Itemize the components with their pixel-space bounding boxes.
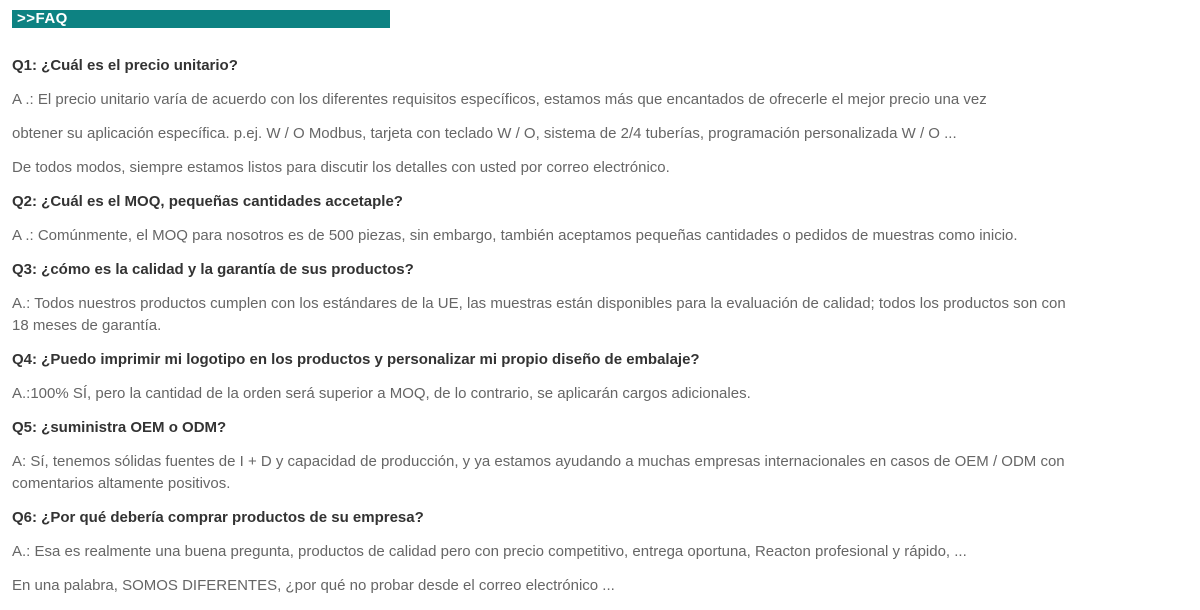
faq-question: Q3: ¿cómo es la calidad y la garantía de sus productos? <box>12 261 414 278</box>
faq-answer-line: comentarios altamente positivos. <box>12 475 231 492</box>
faq-answer-line: En una palabra, SOMOS DIFERENTES, ¿por qué no probar desde el correo electrónico ... <box>12 577 615 594</box>
faq-answer-line: A.:100% SÍ, pero la cantidad de la orden será superior a MOQ, de lo contrario, se aplicarán cargos adicionales. <box>12 385 751 402</box>
faq-answer-line: A.: Todos nuestros productos cumplen con los estándares de la UE, las muestras están disponibles para la evaluación de calidad; todos los productos son con <box>12 295 1066 312</box>
faq-question: Q6: ¿Por qué debería comprar productos de su empresa? <box>12 509 424 526</box>
faq-answer-line: obtener su aplicación específica. p.ej. W / O Modbus, tarjeta con teclado W / O, sistema de 2/4 tuberías, programación personalizada W / O ... <box>12 125 957 142</box>
faq-answer <box>12 293 1066 337</box>
faq-answer <box>12 575 1055 597</box>
faq-answer <box>12 383 1055 405</box>
faq-answer-line: A .: Comúnmente, el MOQ para nosotros es de 500 piezas, sin embargo, también aceptamos pequeñas cantidades o pedidos de muestras como inicio. <box>12 227 1018 244</box>
faq-answer <box>12 451 1065 495</box>
faq-section-header-bar <box>12 10 390 28</box>
faq-answer-line: A.: Esa es realmente una buena pregunta, productos de calidad pero con precio competitivo, entrega oportuna, Reacton profesional y rápido, ... <box>12 543 967 560</box>
faq-answer <box>12 157 1055 179</box>
faq-answer <box>12 541 1055 563</box>
faq-answer-line: De todos modos, siempre estamos listos para discutir los detalles con usted por correo electrónico. <box>12 159 670 176</box>
faq-answer <box>12 123 1055 145</box>
faq-answer-line: A .: El precio unitario varía de acuerdo con los diferentes requisitos específicos, estamos más que encantados de ofrecerle el mejor precio una vez <box>12 91 987 108</box>
faq-question: Q2: ¿Cuál es el MOQ, pequeñas cantidades accetaple? <box>12 193 403 210</box>
faq-section-title: >>FAQ <box>17 10 68 27</box>
faq-question: Q5: ¿suministra OEM o ODM? <box>12 419 227 436</box>
faq-list <box>12 55 1066 597</box>
faq-question: Q1: ¿Cuál es el precio unitario? <box>12 57 238 74</box>
faq-page <box>0 10 1200 597</box>
faq-answer-line: 18 meses de garantía. <box>12 317 162 334</box>
faq-answer-line: A: Sí, tenemos sólidas fuentes de I + D y capacidad de producción, y ya estamos ayudando a muchas empresas internacionales en casos de OEM / ODM con <box>12 453 1065 470</box>
faq-answer <box>12 225 1055 247</box>
faq-question: Q4: ¿Puedo imprimir mi logotipo en los productos y personalizar mi propio diseño de embalaje? <box>12 351 700 368</box>
faq-answer <box>12 89 1055 111</box>
